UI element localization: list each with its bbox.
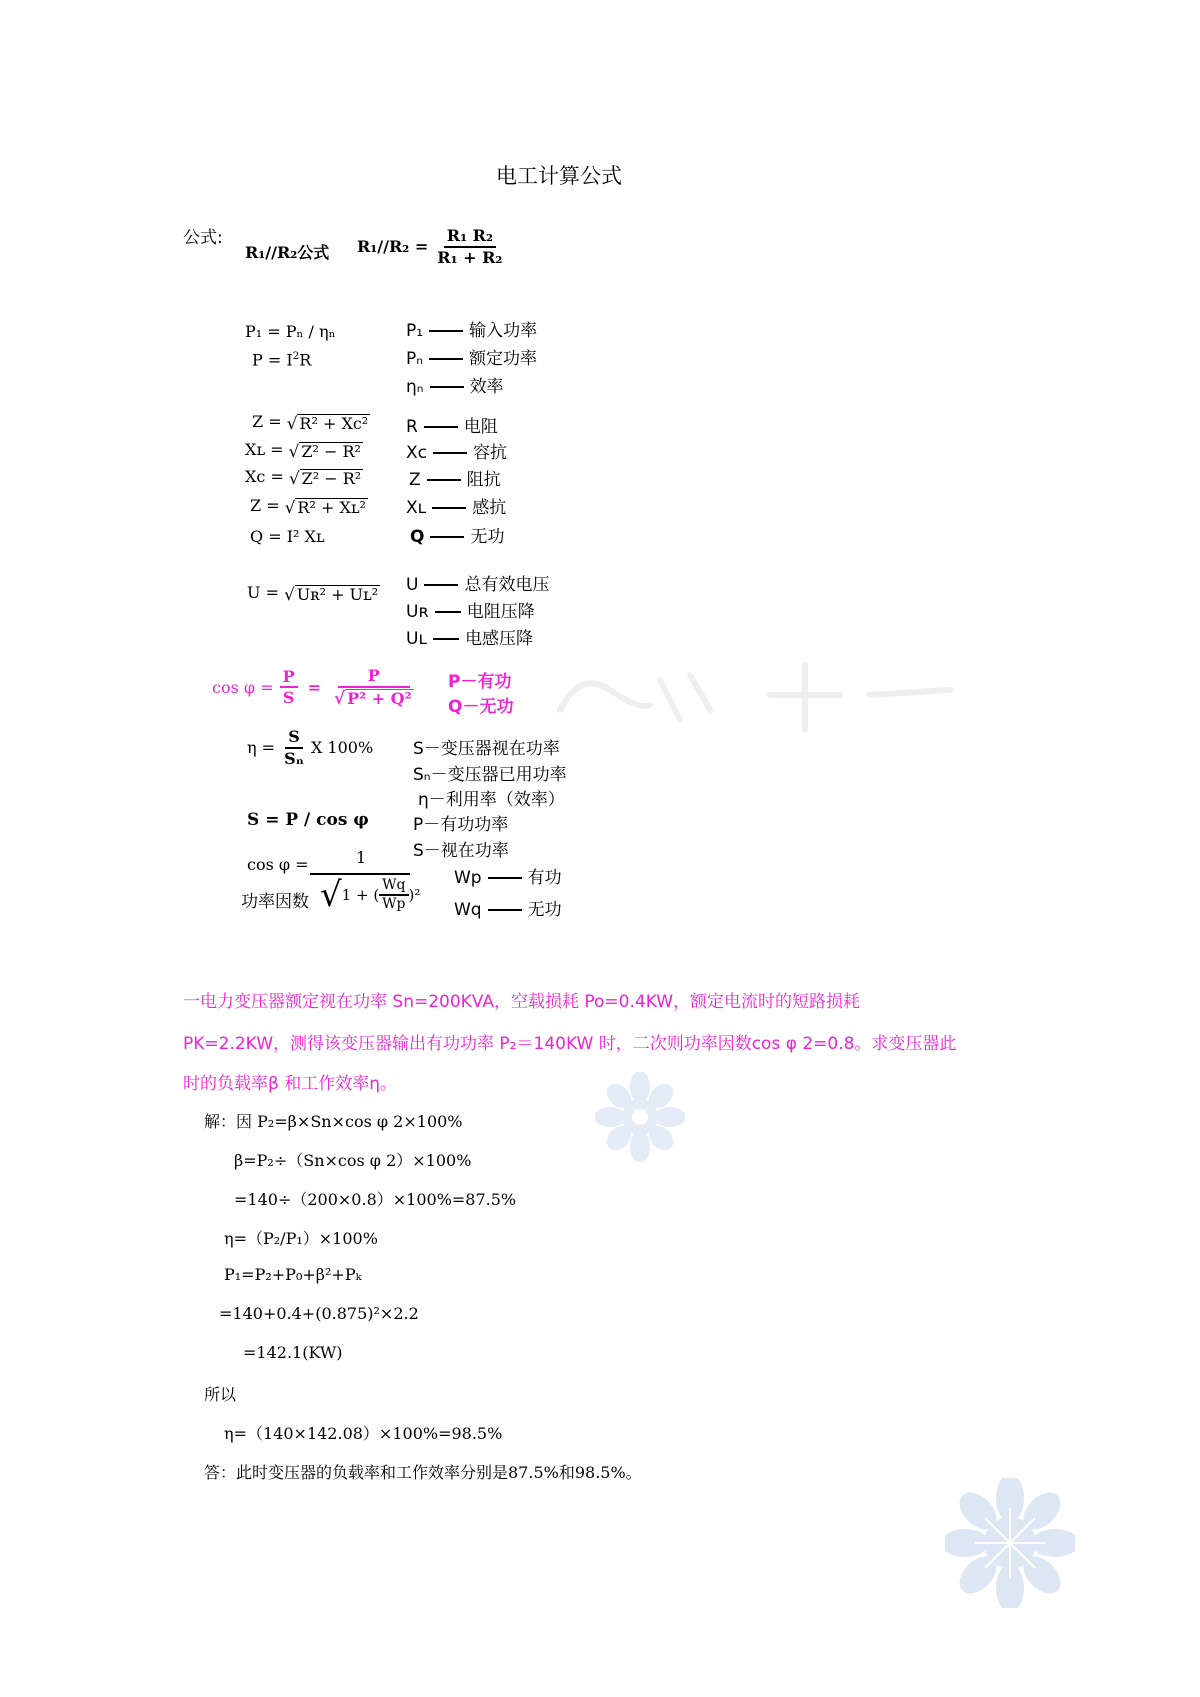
def-text: 容抗	[473, 443, 507, 463]
def-symbol: Pₙ	[406, 349, 424, 369]
inner-denominator: Wp	[382, 896, 406, 913]
impedance-formula-3	[245, 467, 363, 488]
power-f2-pre: P = I	[252, 350, 293, 370]
lhs: Z =	[250, 496, 280, 515]
sqrt-expr: √ Z² − R²	[288, 467, 362, 488]
impedance-formula-4	[250, 496, 368, 517]
pf-def-1	[454, 863, 562, 888]
watermark-snowflake-icon	[945, 1478, 1075, 1608]
radicand: R² + Xc²	[299, 413, 369, 433]
dash-line	[430, 536, 464, 538]
solution-answer: 答：此时变压器的负载率和工作效率分别是87.5%和98.5%。	[204, 1463, 642, 1482]
efficiency-def-4: P－有功功率	[413, 815, 509, 835]
impedance-def-4	[406, 493, 506, 518]
solution-line-8: 所以	[204, 1385, 237, 1404]
def-text: 总有效电压	[464, 575, 550, 595]
parallel-name: R₁//R₂公式	[245, 243, 330, 262]
impedance-formula-5: Q = I² Xʟ	[250, 527, 325, 546]
def-symbol: Uʟ	[406, 629, 428, 649]
dash-line	[427, 479, 461, 481]
def-symbol: R	[406, 417, 418, 437]
parallel-denominator: R₁ + R₂	[437, 247, 503, 267]
voltage-formula	[247, 583, 380, 604]
def-text: 效率	[469, 377, 504, 397]
def-text: 无功	[470, 527, 505, 547]
def-text: 有功	[527, 868, 562, 888]
def-text: 电阻	[463, 417, 498, 437]
dash-line	[429, 330, 463, 332]
voltage-def-1	[406, 570, 549, 595]
def-text: 阻抗	[466, 470, 501, 490]
efficiency-fraction	[281, 728, 307, 767]
def-symbol: Q	[410, 527, 425, 547]
dash-line	[430, 386, 464, 388]
radicand: Z² − R²	[301, 441, 361, 461]
inner-fraction	[379, 878, 408, 913]
cos-fraction-1	[280, 668, 298, 707]
dash-line	[429, 358, 463, 360]
watermark-flower-icon	[595, 1072, 685, 1162]
dash-line	[432, 507, 466, 509]
def-text: 感抗	[472, 498, 507, 518]
lhs: η =	[247, 738, 276, 758]
denominator: Sₙ	[284, 748, 304, 768]
denominator-sqrt: √ P² + Q²	[334, 687, 412, 708]
def-symbol: Z	[409, 470, 421, 490]
pf-lhs: cos φ =	[247, 855, 309, 874]
den-pre: 1 + (	[341, 886, 380, 905]
pf-denominator: √ 1 + ( $\frac{Wq}{Wp}$ )²	[320, 875, 421, 916]
denominator: S	[282, 688, 295, 708]
def-symbol: Uʀ	[406, 602, 429, 622]
den-post: )²	[408, 886, 421, 905]
impedance-def-3	[409, 465, 501, 490]
def-text: 电阻压降	[466, 602, 535, 622]
watermark-text	[540, 650, 960, 740]
efficiency-def-1: S－变压器视在功率	[413, 739, 560, 759]
power-formula-2	[252, 350, 311, 369]
solution-line-4: η=（P₂/P₁）×100%	[224, 1229, 378, 1248]
def-symbol: Wq	[454, 900, 482, 920]
solution-line-2: β=P₂÷（Sn×cos φ 2）×100%	[234, 1151, 472, 1170]
power-f2-sup: 2	[292, 350, 300, 362]
dash-line	[435, 611, 461, 613]
pf-numerator: 1	[356, 848, 367, 867]
lhs: Xc =	[245, 467, 284, 486]
radicand: Uʀ² + Uʟ²	[296, 584, 379, 604]
efficiency-def-3: η－利用率（效率）	[418, 790, 565, 810]
cos-formula	[212, 667, 417, 707]
apparent-power-formula: S = P / cos φ	[247, 810, 369, 830]
power-formula-1: P₁ = Pₙ / ηₙ	[245, 322, 336, 341]
cos-fraction-2	[331, 667, 417, 707]
dash-line	[424, 426, 458, 428]
efficiency-def-2: Sₙ－变压器已用功率	[413, 765, 567, 785]
inner-numerator: Wq	[379, 878, 408, 896]
def-symbol: ηₙ	[406, 377, 424, 397]
lhs: Z =	[252, 412, 282, 431]
dash-line	[488, 877, 522, 879]
sqrt-expr: √ R² + Xc²	[286, 412, 369, 433]
lhs: cos φ =	[212, 677, 274, 697]
problem-line-1: 一电力变压器额定视在功率 Sn=200KVA，空载损耗 Po=0.4KW，额定电流时的短路损耗	[183, 992, 861, 1012]
solution-line-6: =140+0.4+(0.875)²×2.2	[219, 1304, 419, 1323]
solution-line-1: 解：因 P₂=β×Sn×cos φ 2×100%	[204, 1112, 463, 1131]
power-def-3	[406, 372, 504, 397]
problem-line-3: 时的负载率β 和工作效率η。	[183, 1074, 398, 1094]
radicand: Z² − R²	[301, 468, 362, 488]
radicand: P² + Q²	[347, 688, 412, 708]
dash-line	[424, 584, 458, 586]
page-title: 电工计算公式	[496, 164, 622, 188]
def-symbol: U	[406, 575, 419, 595]
dash-line	[433, 452, 467, 454]
def-text: 输入功率	[469, 321, 538, 341]
parallel-formula	[357, 227, 505, 266]
voltage-def-2	[406, 597, 535, 622]
voltage-def-3	[406, 624, 533, 649]
solution-line-7: =142.1(KW)	[243, 1343, 343, 1362]
formula-label: 公式:	[183, 228, 223, 248]
cos-def-q: Q－无功	[448, 697, 514, 717]
parallel-lhs: R₁//R₂ =	[357, 237, 429, 257]
power-def-2	[406, 344, 537, 369]
efficiency-formula	[247, 728, 373, 767]
impedance-def-1	[406, 412, 498, 437]
impedance-formula-2	[245, 440, 363, 461]
solution-line-9: η=（140×142.08）×100%=98.5%	[224, 1424, 503, 1443]
def-symbol: Wp	[454, 868, 482, 888]
impedance-formula-1	[252, 412, 370, 433]
problem-line-2: PK=2.2KW，测得该变压器输出有功功率 P₂＝140KW 时，二次则功率因数cos φ 2=0.8。求变压器此	[183, 1034, 957, 1054]
numerator: P	[338, 667, 410, 688]
def-text: 无功	[527, 900, 562, 920]
dash-line	[433, 638, 459, 640]
power-f2-post: R	[299, 350, 312, 370]
lhs: Xʟ =	[245, 440, 284, 459]
impedance-def-5	[410, 522, 504, 547]
parallel-fraction	[434, 227, 505, 266]
def-symbol: Xʟ	[406, 498, 427, 518]
lhs: U =	[247, 583, 279, 602]
def-symbol: P₁	[406, 321, 424, 341]
numerator: P	[280, 668, 298, 689]
dash-line	[488, 909, 522, 911]
radicand: R² + Xʟ²	[297, 497, 366, 517]
pf-label: 功率因数	[241, 892, 309, 912]
cos-def-p: P－有功	[448, 672, 512, 692]
def-text: 电感压降	[465, 629, 534, 649]
power-def-1	[406, 316, 537, 341]
equals: =	[307, 677, 322, 697]
sqrt-expr: √ R² + Xʟ²	[284, 496, 366, 517]
pf-def-2	[454, 895, 562, 920]
solution-line-5: P₁=P₂+P₀+β²+Pₖ	[224, 1265, 362, 1284]
efficiency-def-5: S－视在功率	[413, 841, 509, 861]
numerator: S	[285, 728, 303, 749]
solution-line-3: =140÷（200×0.8）×100%=87.5%	[234, 1190, 517, 1209]
parallel-numerator: R₁ R₂	[444, 227, 496, 248]
impedance-def-2	[406, 438, 507, 463]
def-symbol: Xc	[406, 443, 427, 463]
multiplier: X 100%	[310, 738, 374, 758]
sqrt-expr: √ Uʀ² + Uʟ²	[284, 583, 379, 604]
def-text: 额定功率	[469, 349, 538, 369]
sqrt-expr: √ Z² − R²	[288, 440, 361, 461]
